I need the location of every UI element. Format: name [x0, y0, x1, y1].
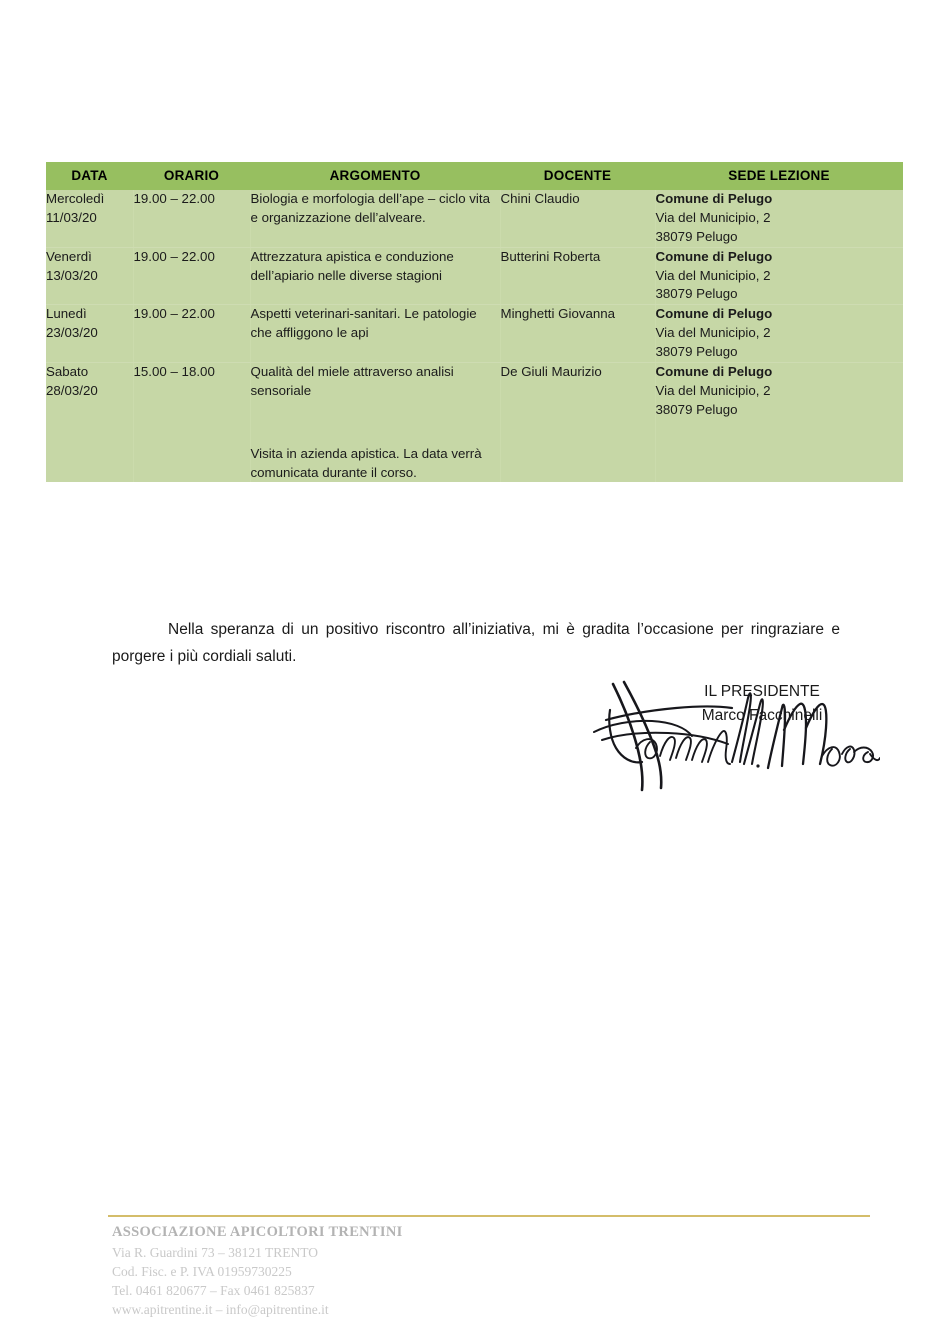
lesson-day: Venerdì	[46, 248, 92, 264]
venue-city: 38079 Pelugo	[655, 344, 738, 359]
venue-name: Comune di Pelugo	[655, 191, 773, 206]
table-row	[46, 305, 903, 363]
cell-time: 15.00 – 18.00	[133, 362, 250, 482]
cell-teacher: Minghetti Giovanna	[500, 305, 655, 363]
lesson-date: 11/03/20	[46, 209, 97, 225]
venue-name: Comune di Pelugo	[655, 363, 773, 379]
footer-address: Via R. Guardini 73 – 38121 TRENTO	[112, 1244, 319, 1260]
cell-topic: Qualità del miele attraverso analisi sensoriale	[250, 363, 454, 398]
cell-venue	[655, 190, 903, 247]
cell-topic-group	[250, 362, 500, 482]
cell-topic: Attrezzatura apistica e conduzione dell’apiario nelle diverse stagioni	[250, 247, 500, 305]
cell-venue	[655, 247, 903, 305]
footer-web: www.apitrentine.it – info@apitrentine.it	[112, 1302, 329, 1318]
cell-teacher: De Giuli Maurizio	[500, 362, 655, 482]
lesson-date: 23/03/20	[46, 325, 98, 341]
course-schedule-table	[46, 162, 903, 482]
lesson-day: Mercoledì	[46, 191, 105, 206]
cell-date	[46, 190, 133, 247]
cell-venue	[655, 362, 903, 482]
column-header-data: DATA	[46, 162, 133, 190]
venue-street: Via del Municipio, 2	[655, 267, 771, 283]
venue-city: 38079 Pelugo	[655, 401, 738, 417]
cell-teacher: Butterini Roberta	[500, 247, 655, 305]
cell-topic-note: Visita in azienda apistica. La data verrà comunicata durante il corso.	[250, 445, 482, 480]
column-header-orario: ORARIO	[133, 162, 250, 190]
table-row	[46, 362, 903, 482]
lesson-day: Lunedì	[46, 306, 87, 322]
cell-topic: Biologia e morfologia dell’ape – ciclo vita e organizzazione dell’alveare.	[250, 190, 500, 247]
closing-text: Nella speranza di un positivo riscontro all’iniziativa, mi è gradita l’occasione per ringraziare e porgere i più cordiali saluti.	[112, 620, 840, 665]
cell-date	[46, 247, 133, 305]
lesson-date: 13/03/20	[46, 267, 98, 283]
cell-time: 19.00 – 22.00	[133, 190, 250, 247]
cell-date	[46, 362, 133, 482]
signature-block	[580, 676, 880, 796]
footer-fiscal-code: Cod. Fisc. e P. IVA 01959730225	[112, 1263, 292, 1279]
venue-city: 38079 Pelugo	[655, 286, 738, 302]
cell-time: 19.00 – 22.00	[133, 247, 250, 305]
column-header-docente: DOCENTE	[500, 162, 655, 190]
signature-title: IL PRESIDENTE	[704, 683, 820, 700]
cell-date	[46, 305, 133, 363]
cell-venue	[655, 305, 903, 363]
table-header-row	[46, 162, 903, 190]
lesson-date: 28/03/20	[46, 382, 98, 398]
cell-time: 19.00 – 22.00	[133, 305, 250, 363]
footer-phone: Tel. 0461 820677 – Fax 0461 825837	[112, 1282, 315, 1298]
venue-city: 38079 Pelugo	[655, 228, 738, 244]
table-row	[46, 247, 903, 305]
venue-street: Via del Municipio, 2	[655, 382, 771, 398]
footer-divider	[108, 1215, 870, 1217]
venue-street: Via del Municipio, 2	[655, 325, 771, 341]
cell-topic: Aspetti veterinari-sanitari. Le patologie che affliggono le api	[250, 305, 500, 363]
venue-name: Comune di Pelugo	[655, 306, 773, 322]
table-row	[46, 190, 903, 247]
venue-street: Via del Municipio, 2	[655, 209, 771, 225]
column-header-argomento: ARGOMENTO	[250, 162, 500, 190]
column-header-sede: SEDE LEZIONE	[655, 162, 903, 190]
venue-name: Comune di Pelugo	[655, 248, 773, 264]
footer-contact-block	[112, 1222, 712, 1319]
closing-paragraph	[112, 616, 840, 670]
signature-lines	[652, 680, 872, 728]
lesson-day: Sabato	[46, 363, 89, 379]
signature-name: Marco Facchinelli	[701, 707, 823, 725]
cell-teacher: Chini Claudio	[500, 190, 655, 247]
footer-organization: ASSOCIAZIONE APICOLTORI TRENTINI	[112, 1224, 403, 1240]
